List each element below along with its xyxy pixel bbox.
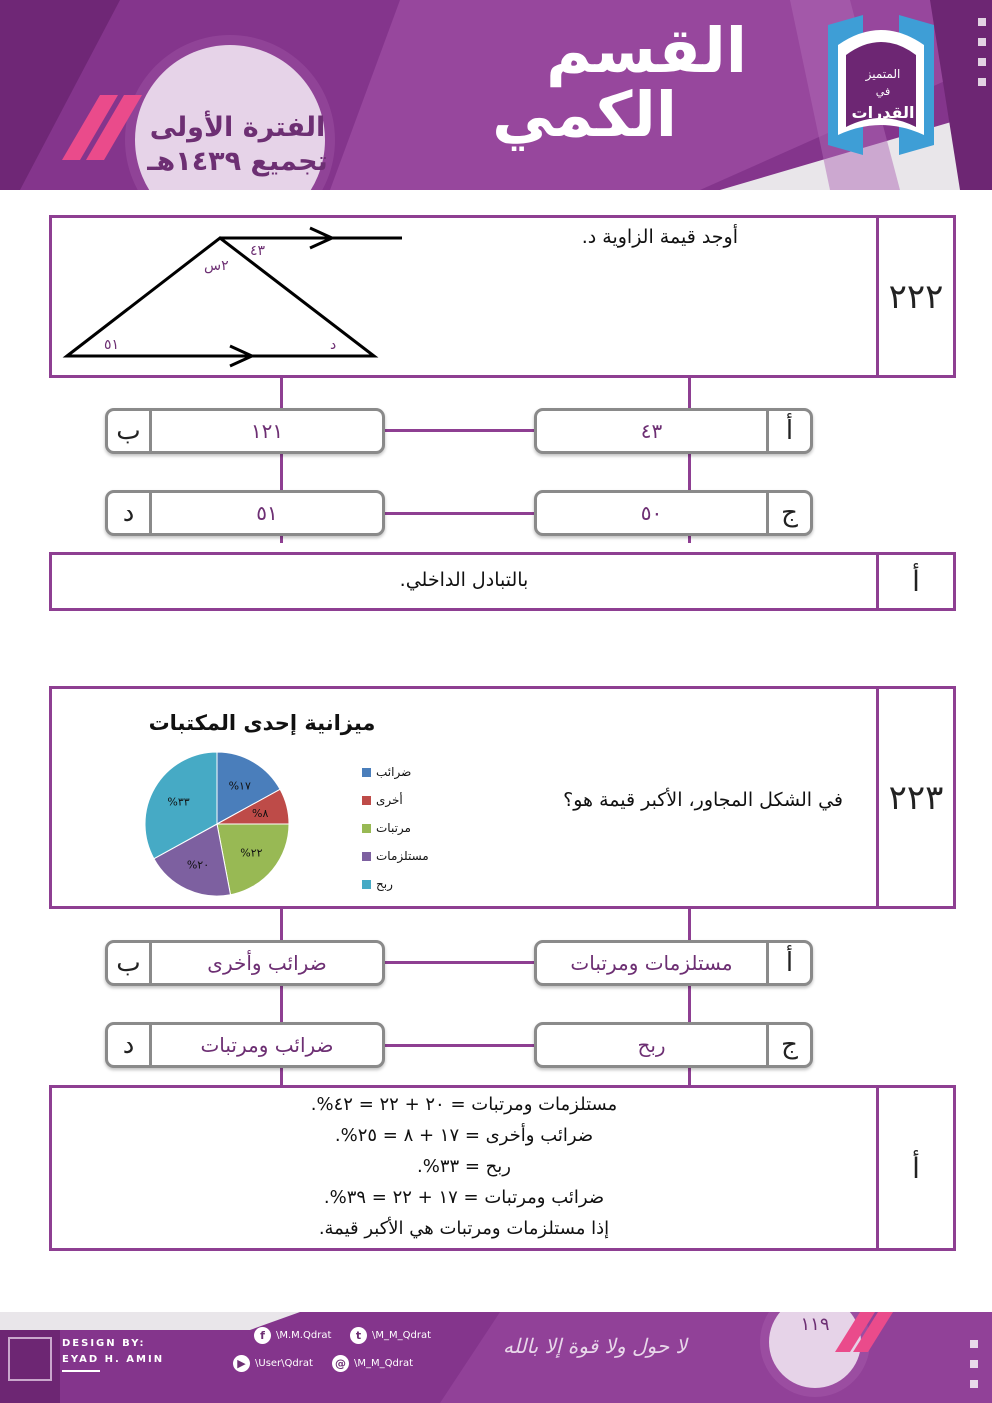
option-text: ضرائب وأخرى (207, 951, 327, 975)
pie-slice-label: %٣٣ (167, 795, 190, 809)
legend-item (362, 821, 411, 835)
chart-title: ميزانية إحدى المكتبات (148, 711, 376, 735)
angle-label-left: ٥١ (104, 337, 120, 353)
social-twitter[interactable] (350, 1327, 431, 1344)
legend-swatch (362, 768, 371, 777)
question-text: أوجد قيمة الزاوية د. (581, 226, 738, 248)
option-c[interactable] (534, 1022, 813, 1068)
solution-line: ضرائب وأخرى = ١٧ + ٨ = ٢٥%. (334, 1125, 594, 1146)
option-c[interactable] (534, 490, 813, 536)
designer-underline (62, 1370, 100, 1372)
answer-explanation: بالتبادل الداخلي. (399, 569, 529, 591)
connector (385, 1044, 535, 1047)
option-letter: د (108, 493, 152, 533)
answer-223-box (49, 1085, 956, 1251)
facebook-icon: f (254, 1327, 271, 1344)
question-222-box (49, 215, 956, 378)
legend-swatch (362, 852, 371, 861)
logo-text-1: المتميز (865, 67, 901, 81)
legend-label: ربح (376, 877, 393, 891)
social-handle: \M_M_Qdrat (354, 1358, 414, 1369)
option-text: ٤٣ (640, 419, 663, 443)
social-email[interactable] (332, 1355, 413, 1372)
solution-line: إذا مستلزمات ومرتبات هي الأكبر قيمة. (318, 1218, 610, 1239)
solution-steps (52, 1088, 876, 1248)
question-number: ٢٢٢ (876, 218, 953, 375)
answer-222-box (49, 552, 956, 611)
option-b[interactable] (105, 408, 385, 454)
option-a[interactable] (534, 408, 813, 454)
answer-letter: أ (876, 1088, 953, 1248)
question-text: في الشكل المجاور، الأكبر قيمة هو؟ (563, 789, 843, 811)
section-title-line2: الكمي (492, 78, 677, 151)
option-text: ربح (637, 1033, 666, 1057)
legend-item (362, 765, 411, 779)
angle-label-top: ٤٣ (250, 243, 266, 259)
designer-name: EYAD H. AMIN (62, 1354, 165, 1365)
social-handle: \User\Qdrat (255, 1358, 313, 1369)
option-letter: د (108, 1025, 152, 1065)
question-223-box (49, 686, 956, 909)
solution-line: ضرائب ومرتبات = ١٧ + ٢٢ = ٣٩%. (323, 1187, 605, 1208)
option-b[interactable] (105, 940, 385, 986)
pie-chart (137, 744, 297, 904)
option-text: ٥٠ (640, 501, 663, 525)
period-title: الفترة الأولى (149, 112, 326, 143)
social-facebook[interactable] (254, 1327, 331, 1344)
email-icon: @ (332, 1355, 349, 1372)
legend-label: مرتبات (376, 821, 411, 835)
option-letter: أ (766, 943, 810, 983)
chart-legend (352, 765, 462, 895)
section-title-line1: القسم (546, 14, 747, 87)
twitter-icon: t (350, 1327, 367, 1344)
solution-line: مستلزمات ومرتبات = ٢٠ + ٢٢ = ٤٢%. (310, 1094, 618, 1115)
pie-slice-label: %٨ (252, 806, 269, 820)
angle-label-inner: ٢س (204, 258, 229, 274)
connector (385, 512, 535, 515)
legend-item (362, 793, 403, 807)
social-handle: \M_M_Qdrat (372, 1330, 432, 1341)
youtube-icon: ▶ (233, 1355, 250, 1372)
option-letter: ج (766, 493, 810, 533)
pie-slice-label: %٢٢ (240, 846, 263, 860)
answer-letter: أ (876, 555, 953, 608)
connector (385, 961, 535, 964)
legend-label: ضرائب (376, 765, 412, 779)
option-text: ضرائب ومرتبات (200, 1033, 334, 1057)
design-by-label: DESIGN BY: (62, 1338, 146, 1349)
pie-slice-label: %١٧ (228, 779, 251, 793)
page-number: ١١٩ (800, 1314, 830, 1335)
legend-swatch (362, 824, 371, 833)
triangle-figure (52, 218, 472, 378)
calligraphy: لا حول ولا قوة إلا بالله (503, 1334, 687, 1358)
legend-label: مستلزمات (376, 849, 429, 863)
logo (818, 15, 944, 165)
option-text: مستلزمات ومرتبات (570, 951, 733, 975)
logo-text-2: في (875, 85, 891, 98)
question-number: ٢٢٣ (876, 689, 953, 906)
option-d[interactable] (105, 1022, 385, 1068)
connector (385, 429, 535, 432)
page-header (0, 0, 992, 190)
legend-swatch (362, 880, 371, 889)
legend-swatch (362, 796, 371, 805)
legend-item (362, 849, 429, 863)
social-youtube[interactable] (233, 1355, 313, 1372)
option-letter: ج (766, 1025, 810, 1065)
option-a[interactable] (534, 940, 813, 986)
legend-item (362, 877, 393, 891)
pie-slice-label: %٢٠ (186, 858, 210, 872)
social-handle: \M.M.Qdrat (276, 1330, 332, 1341)
option-letter: ب (108, 411, 152, 451)
solution-line: ربح = ٣٣%. (416, 1156, 512, 1177)
logo-text-3: القدرات (851, 103, 915, 122)
angle-label-right: د (330, 337, 337, 353)
option-d[interactable] (105, 490, 385, 536)
page-footer (0, 1312, 992, 1403)
option-text: ١٢١ (250, 419, 284, 443)
legend-label: أخرى (376, 793, 403, 807)
collection-year: تجميع ١٤٣٩هـ (147, 146, 328, 177)
option-letter: أ (766, 411, 810, 451)
designer-logo (8, 1337, 52, 1381)
option-text: ٥١ (256, 501, 278, 525)
option-letter: ب (108, 943, 152, 983)
